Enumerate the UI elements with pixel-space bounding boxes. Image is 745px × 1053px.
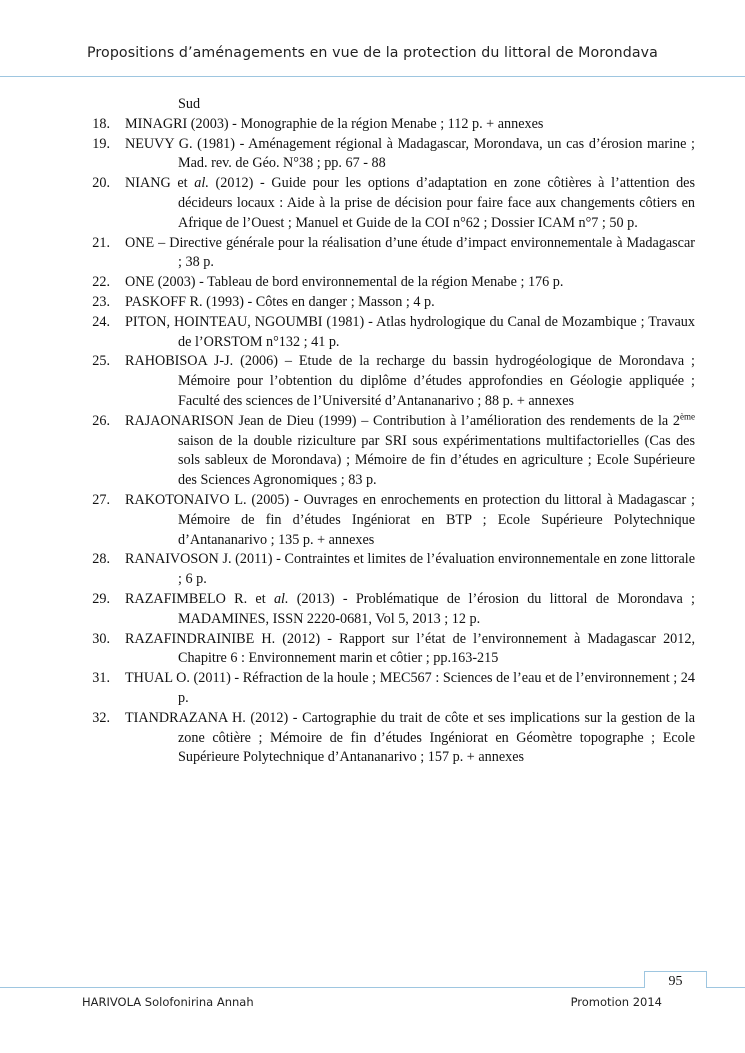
reference-text: ONE – Directive générale pour la réalisation d’une étude d’impact environnementale à Madagascar ; 38 p. xyxy=(125,234,695,271)
reference-number: 21. xyxy=(92,234,110,251)
reference-text: RAJAONARISON Jean de Dieu (1999) – Contribution à l’amélioration des rendements de la 2ème saison de la double riziculture par SRI sous expérimentations multifactorielles (Cas des sols sableux de Morondava) ; Mémoire de fin d’études en agriculture ; Ecole Supérieure des Sciences Agronomiques ; 83 p. xyxy=(125,411,695,489)
reference-text: RAZAFINDRAINIBE H. (2012) - Rapport sur l’état de l’environnement à Madagascar 2012, Chapitre 6 : Environnement marin et côtier ; pp.163-215 xyxy=(125,630,695,667)
running-header-title: Propositions d’aménagements en vue de la protection du littoral de Morondava xyxy=(87,45,658,61)
reference-number: 19. xyxy=(92,135,110,152)
reference-number: 25. xyxy=(92,353,110,370)
reference-continuation: Sud xyxy=(178,96,201,112)
reference-number: 18. xyxy=(92,115,110,132)
reference-item xyxy=(0,491,745,550)
reference-number: 20. xyxy=(92,175,110,192)
reference-item xyxy=(0,313,745,353)
reference-number: 22. xyxy=(92,274,110,291)
header-divider xyxy=(0,76,745,77)
reference-item xyxy=(0,669,745,709)
footer-divider xyxy=(0,987,745,988)
reference-item xyxy=(0,135,745,175)
reference-item xyxy=(0,273,745,293)
reference-number: 28. xyxy=(92,551,110,568)
reference-number: 31. xyxy=(92,670,110,687)
reference-item xyxy=(0,115,745,135)
reference-text: RAHOBISOA J-J. (2006) – Etude de la recharge du bassin hydrogéologique de Morondava ; Mémoire pour l’obtention du diplôme d’études approfondies en Géologie appliquée ; Faculté des sciences de l’Université d’Antananarivo ; 88 p. + annexes xyxy=(125,353,695,409)
reference-number: 27. xyxy=(92,491,110,508)
reference-text: TIANDRAZANA H. (2012) - Cartographie du trait de côte et ses implications sur la gestion de la zone côtière ; Mémoire de fin d’études Ingéniorat en Géomètre topographe ; Ecole Supérieure Polytechnique d’Antananarivo ; 157 p. + annexes xyxy=(125,709,695,766)
footer-promotion: Promotion 2014 xyxy=(570,995,662,1009)
reference-item xyxy=(0,412,745,491)
reference-text: NEUVY G. (1981) - Aménagement régional à Madagascar, Morondava, un cas d’érosion marine ; Mad. rev. de Géo. N°38 ; pp. 67 - 88 xyxy=(125,135,695,172)
page-number: 95 xyxy=(644,971,707,988)
reference-text: NIANG et al. (2012) - Guide pour les options d’adaptation en zone côtières à l’attention des décideurs locaux : Aide à la prise de décision pour faire face aux changements côtiers en Afrique de l’Ouest ; Manuel et Guide de la COI n°62 ; Dossier ICAM n°7 ; 50 p. xyxy=(125,175,695,231)
reference-number: 26. xyxy=(92,412,110,429)
reference-item xyxy=(0,630,745,670)
reference-item xyxy=(0,709,745,768)
reference-item xyxy=(0,550,745,590)
reference-number: 30. xyxy=(92,630,110,647)
reference-item xyxy=(0,590,745,630)
reference-list xyxy=(0,95,745,768)
reference-number: 23. xyxy=(92,293,110,310)
reference-item xyxy=(0,174,745,233)
reference-item xyxy=(0,234,745,274)
reference-text: ONE (2003) - Tableau de bord environnemental de la région Menabe ; 176 p. xyxy=(125,274,564,291)
reference-text: RAZAFIMBELO R. et al. (2013) - Problématique de l’érosion du littoral de Morondava ; MADAMINES, ISSN 2220-0681, Vol 5, 2013 ; 12 p. xyxy=(125,590,695,627)
reference-item xyxy=(0,352,745,411)
reference-text: PITON, HOINTEAU, NGOUMBI (1981) - Atlas hydrologique du Canal de Mozambique ; Travaux de l’ORSTOM n°132 ; 41 p. xyxy=(125,313,695,350)
footer-author: HARIVOLA Solofonirina Annah xyxy=(82,995,254,1009)
reference-number: 24. xyxy=(92,313,110,330)
reference-text: RANAIVOSON J. (2011) - Contraintes et limites de l’évaluation environnementale en zone littorale ; 6 p. xyxy=(125,551,695,588)
reference-number: 32. xyxy=(92,709,110,726)
reference-number: 29. xyxy=(92,590,110,607)
reference-text: MINAGRI (2003) - Monographie de la région Menabe ; 112 p. + annexes xyxy=(125,115,544,132)
reference-text: PASKOFF R. (1993) - Côtes en danger ; Masson ; 4 p. xyxy=(125,293,435,310)
reference-text: THUAL O. (2011) - Réfraction de la houle ; MEC567 : Sciences de l’eau et de l’environnement ; 24 p. xyxy=(125,670,695,706)
reference-text: RAKOTONAIVO L. (2005) - Ouvrages en enrochements en protection du littoral à Madagascar ; Mémoire de fin d’études Ingéniorat en BTP ; Ecole Supérieure Polytechnique d’Antananarivo ; 135 p. + annexes xyxy=(125,491,695,548)
reference-item xyxy=(0,293,745,313)
